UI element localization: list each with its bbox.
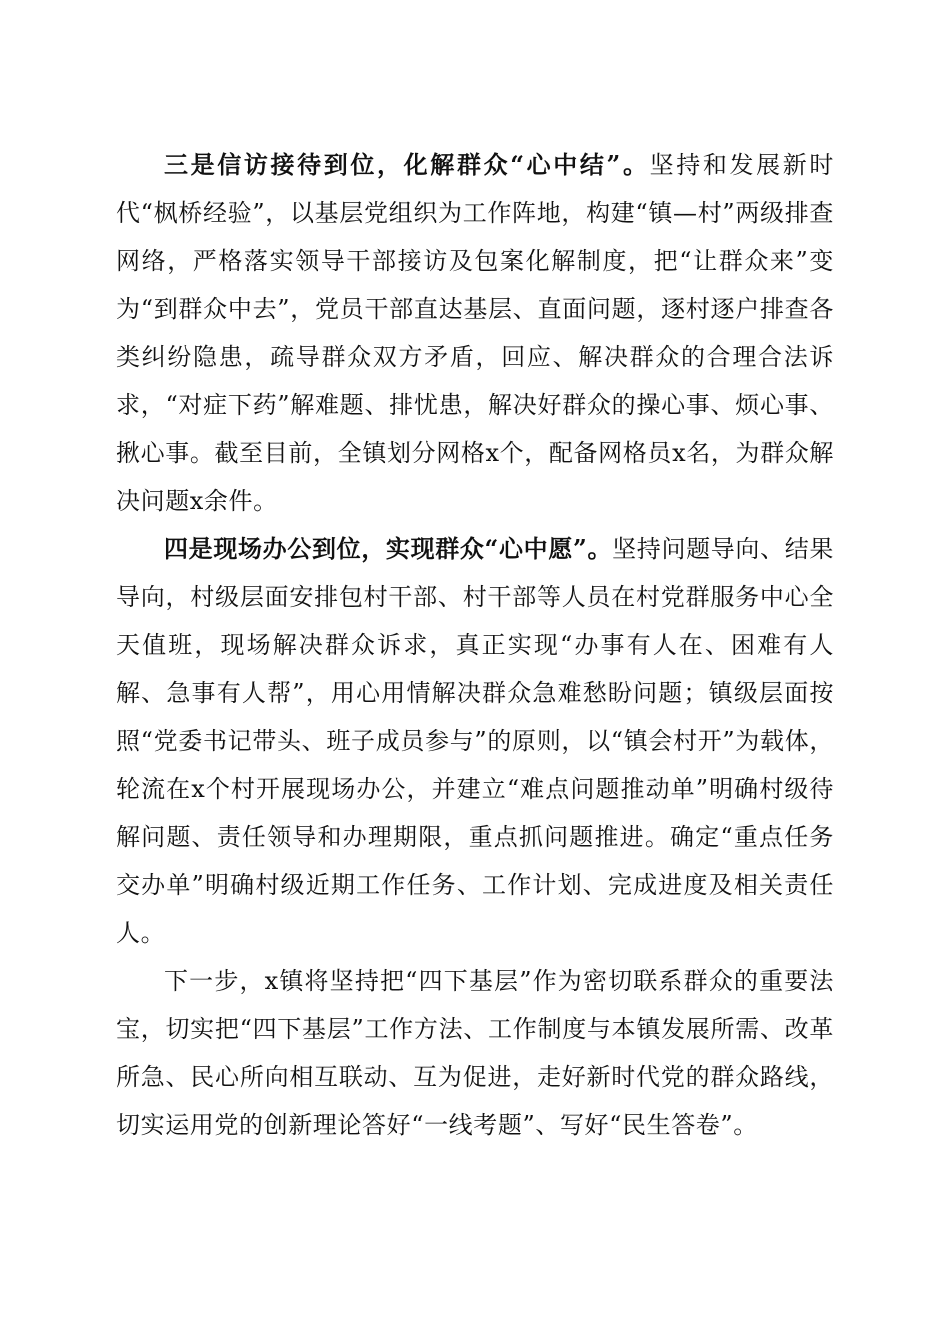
paragraph-text: 坚持问题导向、结果导向，村级层面安排包村干部、村干部等人员在村党群服务中心全天值班，现场解决群众诉求，真正实现“办事有人在、困难有人解、急事有人帮”，用心用情解决群众急难愁盼问题；镇级层面按照“党委书记带头、班子成员参与”的原则，以“镇会村开”为载体，轮流在x个村开展现场办公，并建立“难点问题推动单”明确村级待解问题、责任领导和办理期限，重点抓问题推进。确定“重点任务交办单”明确村级近期工作任务、工作计划、完成进度及相关责任人。 bbox=[116, 535, 834, 947]
paragraph-text: 下一步，x镇将坚持把“四下基层”作为密切联系群众的重要法宝，切实把“四下基层”工作方法、工作制度与本镇发展所需、改革所急、民心所向相互联动、互为促进，走好新时代党的群众路线，切实运用党的创新理论答好“一线考题”、写好“民生答卷”。 bbox=[116, 967, 834, 1139]
paragraph-lead: 四是现场办公到位，实现群众“心中愿”。 bbox=[164, 534, 613, 563]
paragraph-next-steps bbox=[116, 957, 834, 1149]
paragraph-petition-reception bbox=[116, 141, 834, 525]
document-body bbox=[116, 141, 834, 1149]
paragraph-text: 坚持和发展新时代“枫桥经验”，以基层党组织为工作阵地，构建“镇—村”两级排查网络，严格落实领导干部接访及包案化解制度，把“让群众来”变为“到群众中去”，党员干部直达基层、直面问题，逐村逐户排查各类纠纷隐患，疏导群众双方矛盾，回应、解决群众的合理合法诉求，“对症下药”解难题、排忧患，解决好群众的操心事、烦心事、揪心事。截至目前，全镇划分网格x个，配备网格员x名，为群众解决问题x余件。 bbox=[116, 151, 834, 515]
paragraph-lead: 三是信访接待到位，化解群众“心中结”。 bbox=[164, 150, 650, 179]
paragraph-onsite-office bbox=[116, 525, 834, 957]
